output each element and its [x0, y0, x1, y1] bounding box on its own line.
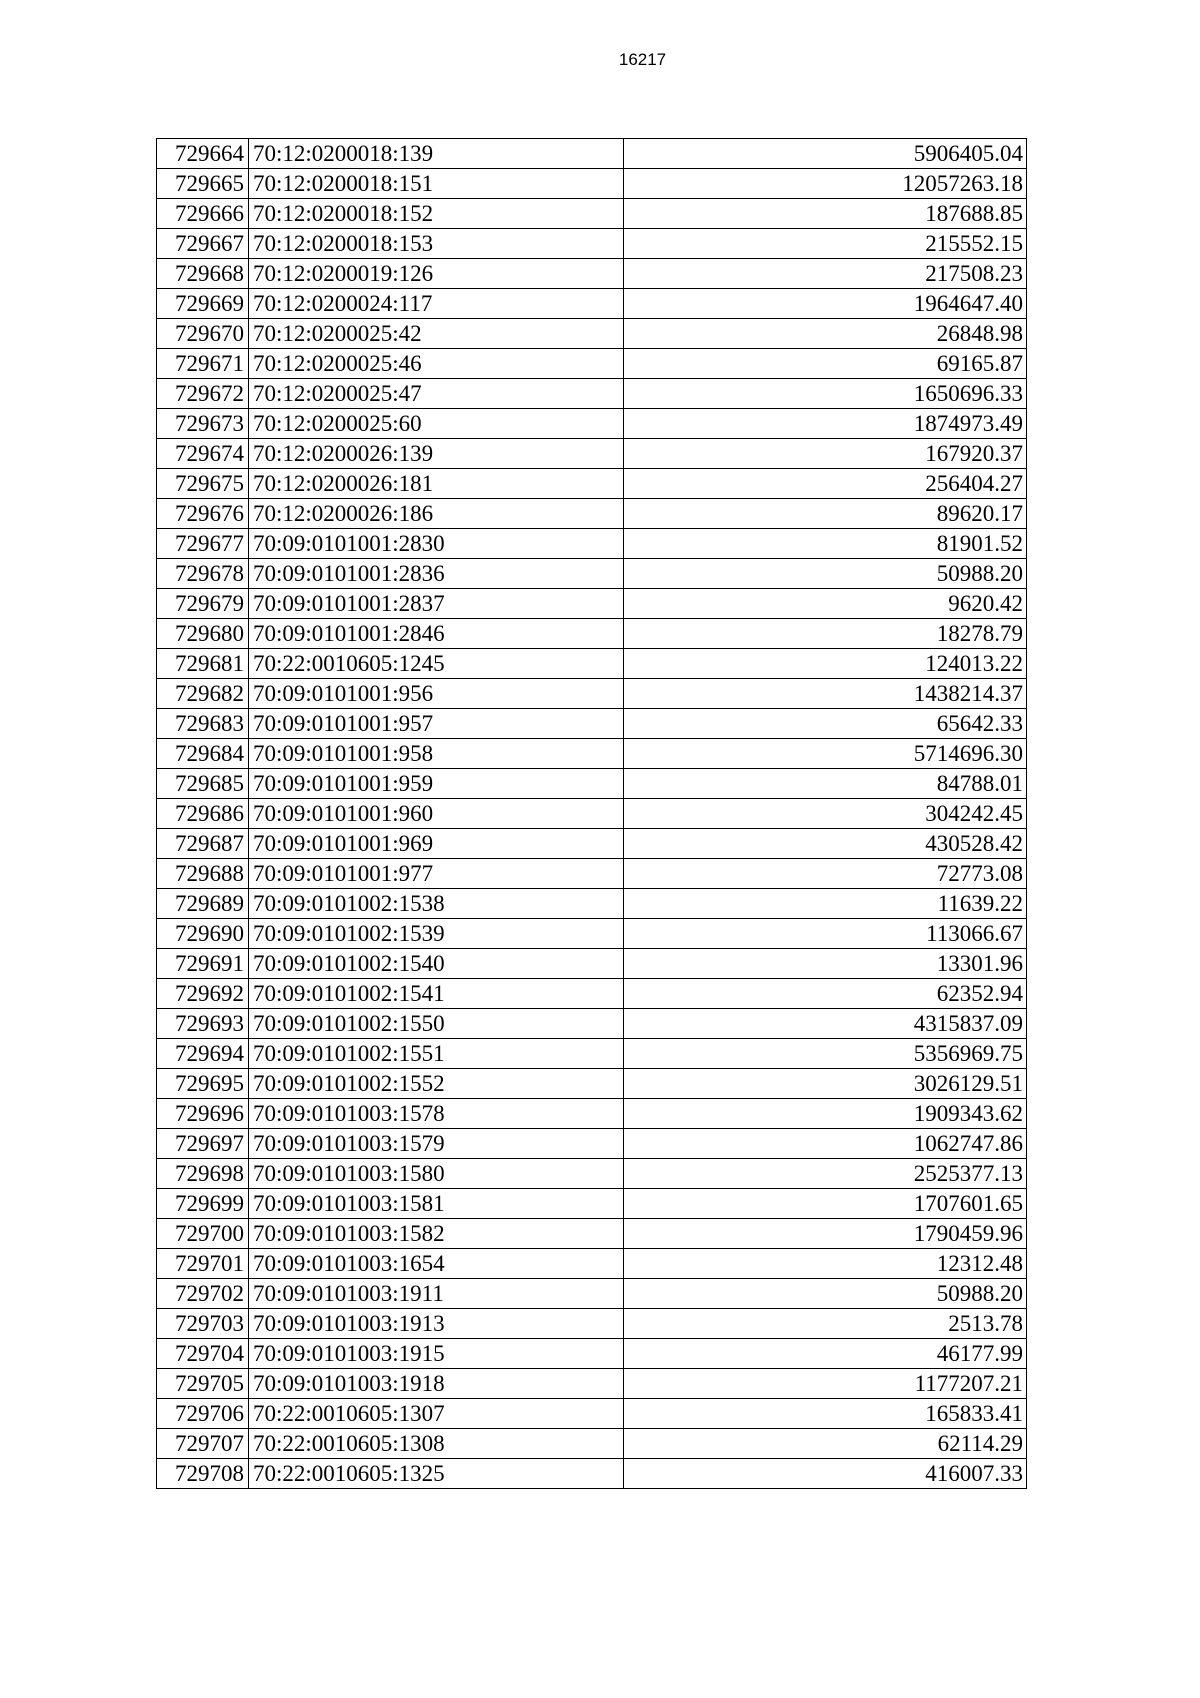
row-number-cell: 729694	[157, 1039, 249, 1069]
row-number-cell: 729699	[157, 1189, 249, 1219]
value-cell: 46177.99	[624, 1339, 1027, 1369]
row-number-cell: 729675	[157, 469, 249, 499]
table-row	[157, 1039, 1027, 1069]
table-row	[157, 379, 1027, 409]
table-row	[157, 1309, 1027, 1339]
value-cell: 62352.94	[624, 979, 1027, 1009]
table-row	[157, 799, 1027, 829]
row-number-cell: 729666	[157, 199, 249, 229]
row-number-cell: 729665	[157, 169, 249, 199]
table-row	[157, 1159, 1027, 1189]
cadastral-number-cell: 70:09:0101003:1915	[249, 1339, 624, 1369]
cadastral-number-cell: 70:09:0101002:1539	[249, 919, 624, 949]
cadastral-number-cell: 70:09:0101001:957	[249, 709, 624, 739]
cadastral-number-cell: 70:12:0200026:186	[249, 499, 624, 529]
value-cell: 217508.23	[624, 259, 1027, 289]
table-row	[157, 499, 1027, 529]
table-row	[157, 439, 1027, 469]
value-cell: 18278.79	[624, 619, 1027, 649]
table-row	[157, 739, 1027, 769]
table-row	[157, 829, 1027, 859]
value-cell: 72773.08	[624, 859, 1027, 889]
table-row	[157, 319, 1027, 349]
table-row	[157, 919, 1027, 949]
table-row	[157, 1279, 1027, 1309]
cadastral-number-cell: 70:09:0101003:1578	[249, 1099, 624, 1129]
table-row	[157, 559, 1027, 589]
cadastral-number-cell: 70:09:0101001:959	[249, 769, 624, 799]
row-number-cell: 729703	[157, 1309, 249, 1339]
value-cell: 167920.37	[624, 439, 1027, 469]
row-number-cell: 729702	[157, 1279, 249, 1309]
value-cell: 5356969.75	[624, 1039, 1027, 1069]
value-cell: 69165.87	[624, 349, 1027, 379]
cadastral-number-cell: 70:09:0101003:1911	[249, 1279, 624, 1309]
row-number-cell: 729701	[157, 1249, 249, 1279]
row-number-cell: 729683	[157, 709, 249, 739]
cadastral-number-cell: 70:12:0200025:46	[249, 349, 624, 379]
row-number-cell: 729698	[157, 1159, 249, 1189]
value-cell: 4315837.09	[624, 1009, 1027, 1039]
row-number-cell: 729677	[157, 529, 249, 559]
row-number-cell: 729708	[157, 1459, 249, 1489]
row-number-cell: 729686	[157, 799, 249, 829]
table-row	[157, 349, 1027, 379]
cadastral-number-cell: 70:09:0101003:1581	[249, 1189, 624, 1219]
table-row	[157, 169, 1027, 199]
table-row	[157, 1249, 1027, 1279]
cadastral-number-cell: 70:12:0200019:126	[249, 259, 624, 289]
row-number-cell: 729692	[157, 979, 249, 1009]
value-cell: 124013.22	[624, 649, 1027, 679]
value-cell: 13301.96	[624, 949, 1027, 979]
value-cell: 5906405.04	[624, 139, 1027, 169]
table-row	[157, 199, 1027, 229]
cadastral-number-cell: 70:12:0200026:139	[249, 439, 624, 469]
table-row	[157, 1219, 1027, 1249]
row-number-cell: 729691	[157, 949, 249, 979]
row-number-cell: 729668	[157, 259, 249, 289]
table-row	[157, 649, 1027, 679]
row-number-cell: 729669	[157, 289, 249, 319]
row-number-cell: 729693	[157, 1009, 249, 1039]
value-cell: 26848.98	[624, 319, 1027, 349]
cadastral-number-cell: 70:09:0101001:2836	[249, 559, 624, 589]
table-row	[157, 979, 1027, 1009]
value-cell: 11639.22	[624, 889, 1027, 919]
cadastral-number-cell: 70:09:0101003:1654	[249, 1249, 624, 1279]
document-table-container	[156, 138, 1027, 1489]
cadastral-number-cell: 70:22:0010605:1307	[249, 1399, 624, 1429]
cadastral-number-cell: 70:12:0200024:117	[249, 289, 624, 319]
row-number-cell: 729680	[157, 619, 249, 649]
table-row	[157, 289, 1027, 319]
row-number-cell: 729682	[157, 679, 249, 709]
row-number-cell: 729667	[157, 229, 249, 259]
table-row	[157, 1069, 1027, 1099]
cadastral-number-cell: 70:22:0010605:1308	[249, 1429, 624, 1459]
value-cell: 304242.45	[624, 799, 1027, 829]
row-number-cell: 729670	[157, 319, 249, 349]
table-row	[157, 259, 1027, 289]
row-number-cell: 729696	[157, 1099, 249, 1129]
cadastral-number-cell: 70:09:0101001:958	[249, 739, 624, 769]
row-number-cell: 729690	[157, 919, 249, 949]
cadastral-number-cell: 70:12:0200026:181	[249, 469, 624, 499]
cadastral-number-cell: 70:09:0101001:2837	[249, 589, 624, 619]
cadastral-number-cell: 70:09:0101003:1579	[249, 1129, 624, 1159]
value-cell: 9620.42	[624, 589, 1027, 619]
row-number-cell: 729678	[157, 559, 249, 589]
cadastral-number-cell: 70:09:0101002:1551	[249, 1039, 624, 1069]
row-number-cell: 729671	[157, 349, 249, 379]
value-cell: 1707601.65	[624, 1189, 1027, 1219]
table-row	[157, 889, 1027, 919]
value-cell: 416007.33	[624, 1459, 1027, 1489]
value-cell: 50988.20	[624, 559, 1027, 589]
value-cell: 50988.20	[624, 1279, 1027, 1309]
value-cell: 165833.41	[624, 1399, 1027, 1429]
value-cell: 1177207.21	[624, 1369, 1027, 1399]
table-row	[157, 529, 1027, 559]
row-number-cell: 729664	[157, 139, 249, 169]
cadastral-number-cell: 70:12:0200025:42	[249, 319, 624, 349]
cadastral-value-table	[156, 138, 1027, 1489]
cadastral-number-cell: 70:09:0101003:1582	[249, 1219, 624, 1249]
cadastral-number-cell: 70:09:0101002:1538	[249, 889, 624, 919]
value-cell: 215552.15	[624, 229, 1027, 259]
cadastral-number-cell: 70:22:0010605:1245	[249, 649, 624, 679]
row-number-cell: 729673	[157, 409, 249, 439]
table-row	[157, 679, 1027, 709]
cadastral-number-cell: 70:12:0200018:151	[249, 169, 624, 199]
row-number-cell: 729697	[157, 1129, 249, 1159]
table-row	[157, 469, 1027, 499]
cadastral-number-cell: 70:09:0101001:977	[249, 859, 624, 889]
value-cell: 256404.27	[624, 469, 1027, 499]
value-cell: 430528.42	[624, 829, 1027, 859]
cadastral-number-cell: 70:09:0101003:1580	[249, 1159, 624, 1189]
cadastral-number-cell: 70:09:0101002:1550	[249, 1009, 624, 1039]
cadastral-number-cell: 70:12:0200018:153	[249, 229, 624, 259]
table-row	[157, 709, 1027, 739]
row-number-cell: 729688	[157, 859, 249, 889]
row-number-cell: 729685	[157, 769, 249, 799]
table-row	[157, 1459, 1027, 1489]
cadastral-number-cell: 70:09:0101003:1913	[249, 1309, 624, 1339]
value-cell: 2525377.13	[624, 1159, 1027, 1189]
table-body	[157, 139, 1027, 1489]
row-number-cell: 729679	[157, 589, 249, 619]
value-cell: 187688.85	[624, 199, 1027, 229]
row-number-cell: 729676	[157, 499, 249, 529]
table-row	[157, 859, 1027, 889]
table-row	[157, 229, 1027, 259]
value-cell: 89620.17	[624, 499, 1027, 529]
cadastral-number-cell: 70:09:0101001:2830	[249, 529, 624, 559]
value-cell: 2513.78	[624, 1309, 1027, 1339]
cadastral-number-cell: 70:12:0200018:139	[249, 139, 624, 169]
cadastral-number-cell: 70:09:0101002:1541	[249, 979, 624, 1009]
value-cell: 12057263.18	[624, 169, 1027, 199]
value-cell: 1874973.49	[624, 409, 1027, 439]
cadastral-number-cell: 70:09:0101001:969	[249, 829, 624, 859]
value-cell: 12312.48	[624, 1249, 1027, 1279]
value-cell: 5714696.30	[624, 739, 1027, 769]
table-row	[157, 1189, 1027, 1219]
row-number-cell: 729705	[157, 1369, 249, 1399]
row-number-cell: 729672	[157, 379, 249, 409]
cadastral-number-cell: 70:09:0101002:1552	[249, 1069, 624, 1099]
table-row	[157, 589, 1027, 619]
value-cell: 1909343.62	[624, 1099, 1027, 1129]
table-row	[157, 1429, 1027, 1459]
value-cell: 3026129.51	[624, 1069, 1027, 1099]
table-row	[157, 1129, 1027, 1159]
value-cell: 62114.29	[624, 1429, 1027, 1459]
table-row	[157, 769, 1027, 799]
cadastral-number-cell: 70:09:0101001:956	[249, 679, 624, 709]
value-cell: 65642.33	[624, 709, 1027, 739]
row-number-cell: 729704	[157, 1339, 249, 1369]
value-cell: 1964647.40	[624, 289, 1027, 319]
value-cell: 1438214.37	[624, 679, 1027, 709]
page-number: 16217	[618, 50, 667, 69]
cadastral-number-cell: 70:09:0101002:1540	[249, 949, 624, 979]
table-row	[157, 1399, 1027, 1429]
cadastral-number-cell: 70:12:0200018:152	[249, 199, 624, 229]
cadastral-number-cell: 70:09:0101001:2846	[249, 619, 624, 649]
cadastral-number-cell: 70:09:0101001:960	[249, 799, 624, 829]
row-number-cell: 729687	[157, 829, 249, 859]
value-cell: 81901.52	[624, 529, 1027, 559]
table-row	[157, 1339, 1027, 1369]
table-row	[157, 1099, 1027, 1129]
row-number-cell: 729700	[157, 1219, 249, 1249]
row-number-cell: 729689	[157, 889, 249, 919]
row-number-cell: 729706	[157, 1399, 249, 1429]
value-cell: 1650696.33	[624, 379, 1027, 409]
cadastral-number-cell: 70:09:0101003:1918	[249, 1369, 624, 1399]
table-row	[157, 409, 1027, 439]
value-cell: 84788.01	[624, 769, 1027, 799]
table-row	[157, 619, 1027, 649]
row-number-cell: 729674	[157, 439, 249, 469]
row-number-cell: 729684	[157, 739, 249, 769]
cadastral-number-cell: 70:12:0200025:60	[249, 409, 624, 439]
table-row	[157, 139, 1027, 169]
value-cell: 1790459.96	[624, 1219, 1027, 1249]
cadastral-number-cell: 70:12:0200025:47	[249, 379, 624, 409]
table-row	[157, 949, 1027, 979]
table-row	[157, 1369, 1027, 1399]
value-cell: 113066.67	[624, 919, 1027, 949]
cadastral-number-cell: 70:22:0010605:1325	[249, 1459, 624, 1489]
row-number-cell: 729681	[157, 649, 249, 679]
row-number-cell: 729707	[157, 1429, 249, 1459]
row-number-cell: 729695	[157, 1069, 249, 1099]
table-row	[157, 1009, 1027, 1039]
value-cell: 1062747.86	[624, 1129, 1027, 1159]
